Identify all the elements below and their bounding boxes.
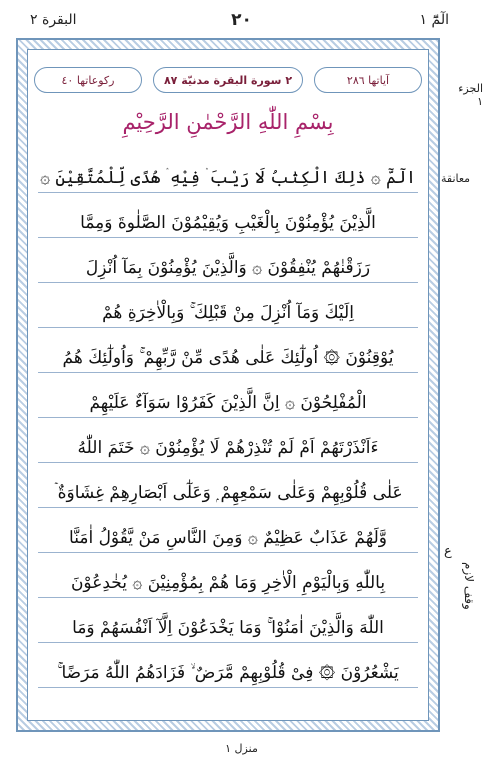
- juz-marker: الجزء ١: [458, 82, 483, 108]
- bismillah: بِسْمِ اللّٰهِ الرَّحْمٰنِ الرَّحِيْمِ: [122, 110, 334, 134]
- verse-line: الْمُفْلِحُوْنَ ۞ اِنَّ الَّذِيْنَ كَفَرُوْا سَوَآءٌ عَلَيْهِمْ: [38, 373, 418, 418]
- ayat-count-box: آياتها ٢٨٦: [314, 67, 422, 93]
- verse-line: عَلٰى قُلُوْبِهِمْ وَعَلٰى سَمْعِهِمْ ۭ وَعَلٰٓى اَبْصَارِهِمْ غِشَاوَةٌ ۡ: [38, 463, 418, 508]
- surah-header-label: البقرة ٢: [30, 12, 77, 28]
- surah-info-row: [34, 66, 422, 94]
- surah-title-box: ٢ سورة البقرة مدنيّة ٨٧: [153, 67, 303, 93]
- page-number: ٢٠: [231, 10, 252, 30]
- verse-block: [38, 148, 418, 688]
- verse-line: الَّذِيْنَ يُؤْمِنُوْنَ بِالْغَيْبِ وَيُقِيْمُوْنَ الصَّلٰوةَ وَمِمَّا: [38, 193, 418, 238]
- ruku-count-box: ركوعاتها ٤٠: [34, 67, 142, 93]
- verse-line: اللّٰهَ وَالَّذِيْنَ اٰمَنُوْا ۚ وَمَا يَخْدَعُوْنَ اِلَّآ اَنْفُسَهُمْ وَمَا: [38, 598, 418, 643]
- verse-line: رَزَقْنٰهُمْ يُنْفِقُوْنَ ۞ وَالَّذِيْنَ يُؤْمِنُوْنَ بِمَآ اُنْزِلَ: [38, 238, 418, 283]
- page-content: [27, 49, 429, 721]
- verse-line: الٓمّٓ ۞ ذٰلِكَ الْكِتٰبُ لَا رَيْبَ ۛ فِيْهِ ۛ هُدًى لِّلْمُتَّقِيْنَ ۞: [38, 148, 418, 193]
- muanaqa-note: معانقة: [441, 172, 471, 185]
- manzil-footer: منزل ١: [225, 742, 258, 755]
- ruku-marker: ع: [444, 544, 452, 559]
- verse-line: بِاللّٰهِ وَبِالْيَوْمِ الْاٰخِرِ وَمَا هُمْ بِمُؤْمِنِيْنَ ۞ يُخٰدِعُوْنَ: [38, 553, 418, 598]
- verse-line: يَشْعُرُوْنَ ۞ فِىْ قُلُوْبِهِمْ مَّرَضٌ ۙ فَزَادَهُمُ اللّٰهُ مَرَضًا ۚ: [38, 643, 418, 688]
- page-frame: [16, 38, 440, 732]
- verse-line: وَّلَهُمْ عَذَابٌ عَظِيْمٌ ۞ وَمِنَ النَّاسِ مَنْ يَّقُوْلُ اٰمَنَّا: [38, 508, 418, 553]
- para-header-label: الٓمّٓ ١: [419, 12, 449, 28]
- verse-line: ءَاَنْذَرْتَهُمْ اَمْ لَمْ تُنْذِرْهُمْ لَا يُؤْمِنُوْنَ ۞ خَتَمَ اللّٰهُ: [38, 418, 418, 463]
- verse-line: اِلَيْكَ وَمَآ اُنْزِلَ مِنْ قَبْلِكَ ۚ وَبِالْاٰخِرَةِ هُمْ: [38, 283, 418, 328]
- verse-line: يُوْقِنُوْنَ ۞ اُولٰٓئِكَ عَلٰى هُدًى مِّنْ رَّبِّهِمْ ۚ وَاُولٰٓئِكَ هُمُ: [38, 328, 418, 373]
- waqf-note: وقف لازم: [462, 562, 476, 610]
